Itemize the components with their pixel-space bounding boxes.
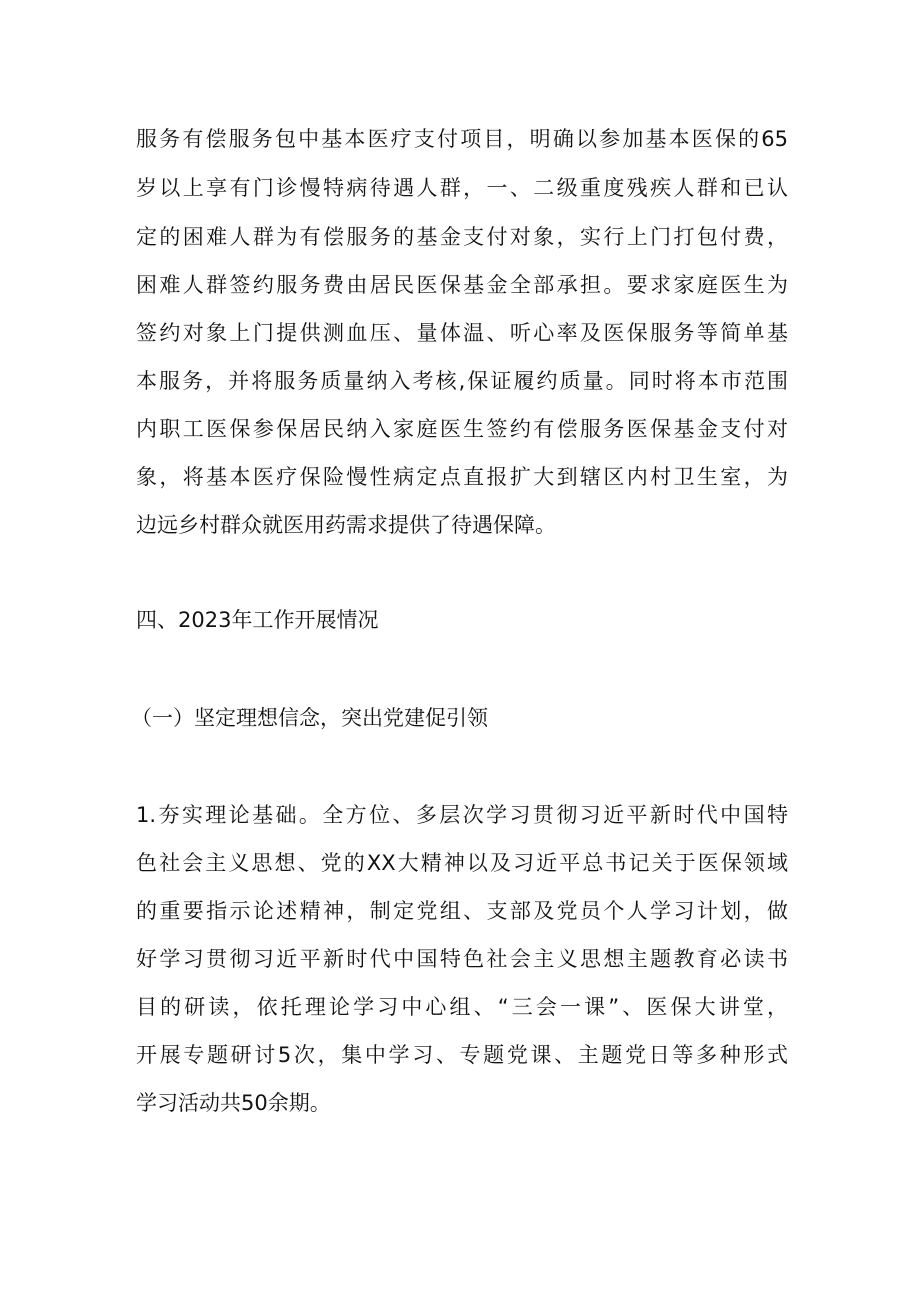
section-heading: 四、2023年工作开展情况: [136, 608, 379, 632]
paragraph-line: 开展专题研讨5次，集中学习、专题党课、主题党日等多种形式: [136, 1043, 788, 1067]
paragraph-line: 1.夯实理论基础。全方位、多层次学习贯彻习近平新时代中国特: [136, 803, 788, 827]
paragraph-line: 定的困难人群为有偿服务的基金支付对象，实行上门打包付费，: [136, 225, 788, 249]
paragraph-line: 色社会主义思想、党的XX大精神以及习近平总书记关于医保领域: [136, 851, 788, 875]
paragraph-line: 困难人群签约服务费由居民医保基金全部承担。要求家庭医生为: [136, 273, 788, 297]
paragraph-line: 边远乡村群众就医用药需求提供了待遇保障。: [136, 513, 556, 537]
paragraph-line: 象，将基本医疗保险慢性病定点直报扩大到辖区内村卫生室，为: [136, 465, 788, 489]
paragraph-line: 学习活动共50余期。: [136, 1091, 331, 1115]
paragraph-line: 好学习贯彻习近平新时代中国特色社会主义思想主题教育必读书: [136, 947, 788, 971]
paragraph-line: 本服务，并将服务质量纳入考核,保证履约质量。同时将本市范围: [136, 369, 788, 393]
paragraph-line: 服务有偿服务包中基本医疗支付项目，明确以参加基本医保的65: [136, 127, 788, 151]
paragraph-line: 目的研读，依托理论学习中心组、“三会一课”、医保大讲堂，: [136, 995, 788, 1019]
paragraph-line: 签约对象上门提供测血压、量体温、听心率及医保服务等简单基: [136, 321, 788, 345]
subsection-heading: （一）坚定理想信念，突出党建促引领: [131, 706, 488, 730]
paragraph-line: 的重要指示论述精神，制定党组、支部及党员个人学习计划，做: [136, 899, 788, 923]
paragraph-line: 内职工医保参保居民纳入家庭医生签约有偿服务医保基金支付对: [136, 417, 788, 441]
paragraph-line: 岁以上享有门诊慢特病待遇人群，一、二级重度残疾人群和已认: [136, 176, 788, 200]
